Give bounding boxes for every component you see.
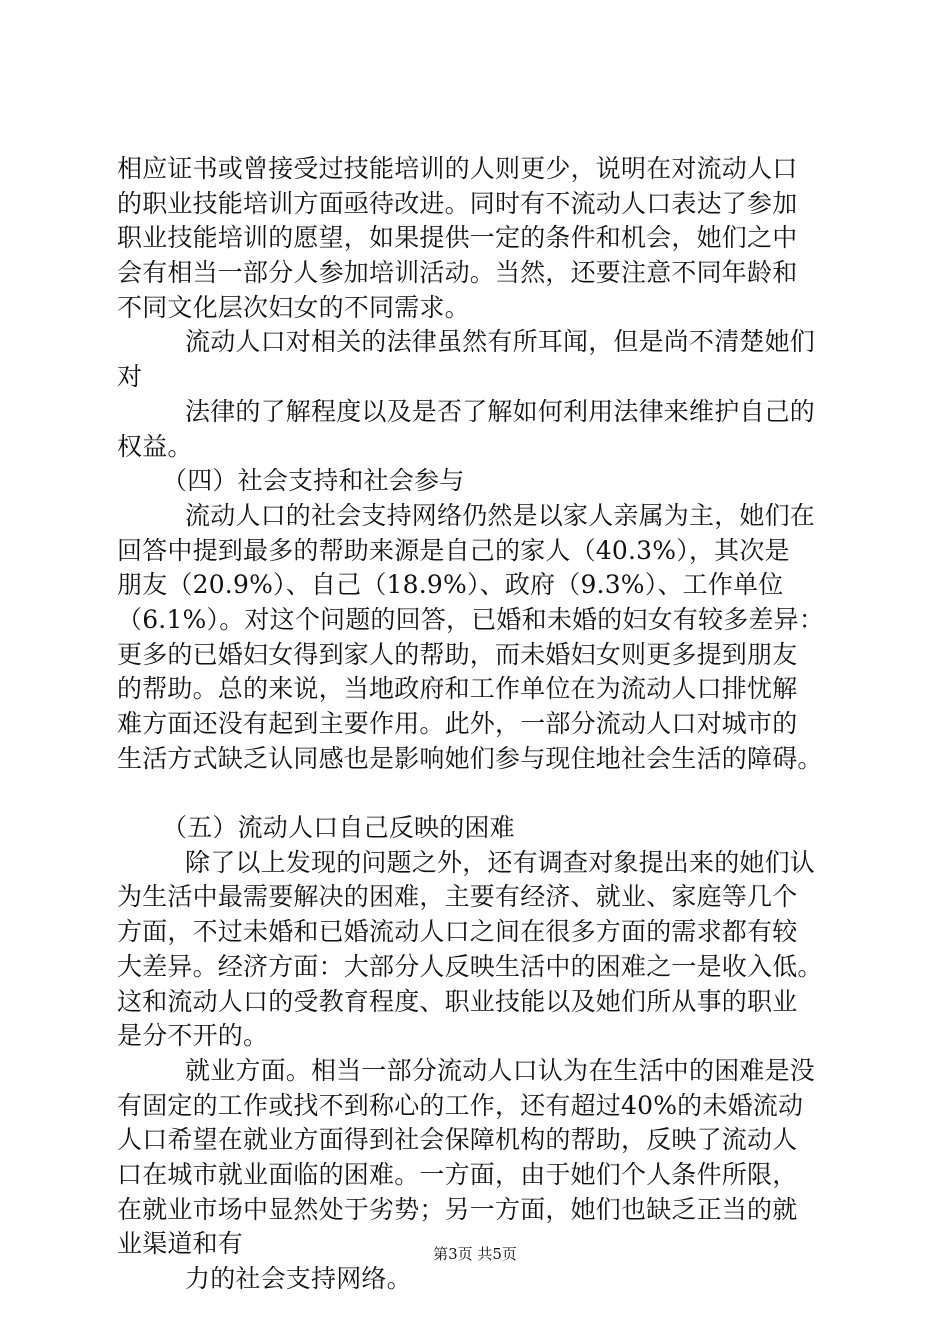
- body-text: [117, 152, 833, 1297]
- text-line: 大差异。经济方面：大部分人反映生活中的困难之一是收入低。: [117, 951, 823, 981]
- text-line: 除了以上发现的问题之外，还有调查对象提出来的她们认: [185, 847, 816, 877]
- text-line: 职业技能培训的愿望，如果提供一定的条件和机会，她们之中: [117, 223, 798, 253]
- text-line: 法律的了解程度以及是否了解如何利用法律来维护自己的: [185, 396, 816, 426]
- page-number-footer: 第3页 共5页: [433, 1245, 517, 1263]
- text-line: 是分不开的。: [117, 1021, 269, 1051]
- text-line: 相应证书或曾接受过技能培训的人则更少，说明在对流动人口: [117, 154, 798, 183]
- text-line: 这和流动人口的受教育程度、职业技能以及她们所从事的职业: [117, 986, 798, 1016]
- text-line: 有固定的工作或找不到称心的工作，还有超过40%的未婚流动: [117, 1090, 804, 1120]
- section-heading: （五）流动人口自己反映的困难: [162, 813, 515, 843]
- text-line: 为生活中最需要解决的困难，主要有经济、就业、家庭等几个: [117, 882, 798, 912]
- text-line: 人口希望在就业方面得到社会保障机构的帮助，反映了流动人: [117, 1125, 798, 1155]
- text-line: 力的社会支持网络。: [185, 1264, 412, 1293]
- text-line: 回答中提到最多的帮助来源是自己的家人（40.3%），其次是: [117, 535, 790, 565]
- text-line: 的职业技能培训方面亟待改进。同时有不流动人口表达了参加: [117, 188, 798, 218]
- text-line: 口在城市就业面临的困难。一方面，由于她们个人条件所限，: [117, 1159, 798, 1189]
- text-line: （6.1%）。对这个问题的回答，已婚和未婚的妇女有较多差异：: [117, 604, 825, 634]
- text-line: 生活方式缺乏认同感也是影响她们参与现住地社会生活的障碍。: [117, 743, 823, 773]
- text-line: 难方面还没有起到主要作用。此外，一部分流动人口对城市的: [117, 709, 798, 738]
- text-line: 方面，不过未婚和已婚流动人口之间在很多方面的需求都有较: [117, 917, 798, 947]
- text-line: 不同文化层次妇女的不同需求。: [117, 292, 470, 322]
- text-line: 的帮助。总的来说，当地政府和工作单位在为流动人口排忧解: [117, 674, 798, 704]
- paragraph-gap: [117, 776, 833, 811]
- text-line: 业渠道和有: [117, 1229, 244, 1259]
- text-line: 对: [117, 362, 143, 392]
- text-line: 在就业市场中显然处于劣势；另一方面，她们也缺乏正当的就: [117, 1194, 798, 1224]
- text-line: 就业方面。相当一部分流动人口认为在生活中的困难是没: [185, 1055, 816, 1085]
- text-line: 会有相当一部分人参加培训活动。当然，还要注意不同年龄和: [117, 258, 798, 288]
- text-line: 权益。: [117, 431, 193, 461]
- text-line: 流动人口对相关的法律虽然有所耳闻，但是尚不清楚她们: [185, 327, 816, 357]
- section-heading: （四）社会支持和社会参与: [162, 466, 465, 496]
- text-line: 朋友（20.9%）、自己（18.9%）、政府（9.3%）、工作单位: [117, 570, 784, 600]
- text-line: 更多的已婚妇女得到家人的帮助，而未婚妇女则更多提到朋友: [117, 639, 798, 669]
- text-line: 流动人口的社会支持网络仍然是以家人亲属为主，她们在: [185, 500, 816, 530]
